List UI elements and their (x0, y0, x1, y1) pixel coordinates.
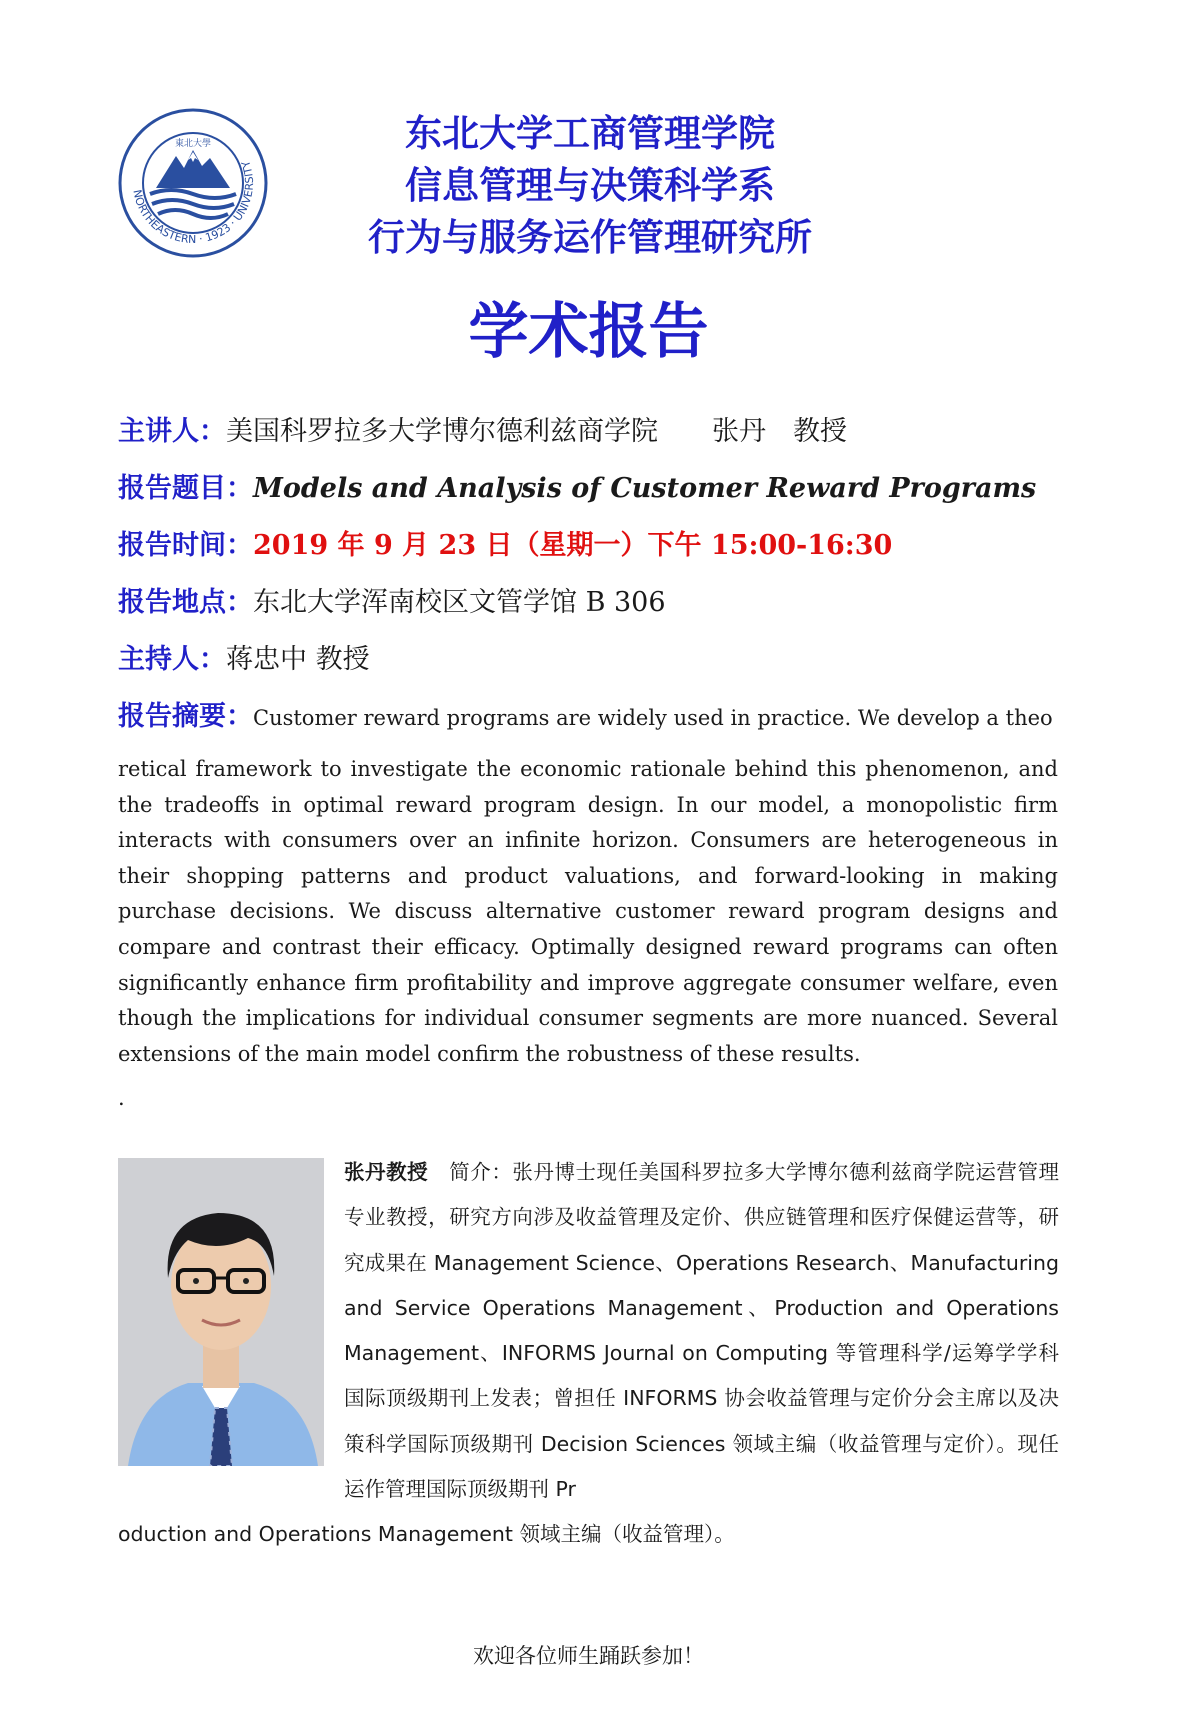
speaker-value: 美国科罗拉多大学博尔德利兹商学院 张丹 教授 (226, 416, 847, 447)
org-line-2: 信息管理与决策科学系 (405, 164, 775, 207)
bio-tail: oduction and Operations Management 领域主编（收益管理）。 (118, 1522, 735, 1546)
topic-row (118, 469, 1036, 509)
speaker-label: 主讲人： (118, 416, 226, 447)
place-row (118, 583, 666, 623)
place-label: 报告地点： (118, 587, 253, 618)
welcome-note: 欢迎各位师生踊跃参加！ (473, 1644, 704, 1668)
topic-value: Models and Analysis of Customer Reward Programs (253, 473, 1037, 504)
time-row (118, 526, 892, 566)
abstract-body: retical framework to investigate the economic rationale behind this phenomenon, and the tradeoffs in optimal reward program design. In our model, a monopolistic firm interacts with consumers over an infinite horizon. Consumers are heterogeneous in their shopping patterns and product valuations, and forward-looking in making purchase decisions. We discuss alternative customer reward program designs and compare and contrast their efficacy. Optimally designed reward programs can often significantly enhance firm profitability and improve aggregate consumer welfare, even though the implications for individual consumer segments are more nuanced. Several extensions of the main model confirm the robustness of these results. (118, 757, 1058, 1066)
abstract-label: 报告摘要： (118, 701, 253, 732)
org-line-1: 东北大学工商管理学院 (405, 112, 775, 155)
time-label: 报告时间： (118, 530, 253, 561)
host-label: 主持人： (118, 644, 226, 675)
separator-dot: . (118, 1086, 125, 1110)
bio-name: 张丹教授 (344, 1160, 429, 1184)
university-logo (118, 108, 268, 258)
page-title: 学术报告 (468, 297, 709, 367)
host-row (118, 640, 370, 680)
speaker-photo (118, 1158, 324, 1466)
speaker-bio (344, 1150, 1059, 1512)
logo-ring-text: NORTHEASTERN · 1923 · UNIVERSITY (130, 159, 257, 247)
speaker-row (118, 412, 847, 452)
logo-chinese-text: 東北大學 (174, 139, 212, 149)
org-line-3: 行为与服务运作管理研究所 (368, 216, 812, 259)
bio-text: 简介：张丹博士现任美国科罗拉多大学博尔德利兹商学院运营管理专业教授，研究方向涉及收益管理及定价、供应链管理和医疗保健运营等，研究成果在 Management Science、Operations Research、Manufacturing and Service Operations Management、Production and Operations Management、INFORMS Journal on Computing 等管理科学/运筹学学科国际顶级期刊上发表；曾担任 INFORMS 协会收益管理与定价分会主席以及决策科学国际顶级期刊 Decision Sciences 领域主编（收益管理与定价）。现任运作管理国际顶级期刊 Pr (344, 1160, 1060, 1502)
host-value: 蒋忠中 教授 (226, 644, 370, 675)
time-value: 2019 年 9 月 23 日（星期一）下午 15:00-16:30 (253, 530, 893, 561)
abstract-row (118, 697, 1053, 738)
abstract-first-line: Customer reward programs are widely used in practice. We develop a theo (253, 706, 1053, 730)
topic-label: 报告题目： (118, 473, 253, 504)
place-value: 东北大学浑南校区文管学馆 B 306 (253, 587, 666, 618)
